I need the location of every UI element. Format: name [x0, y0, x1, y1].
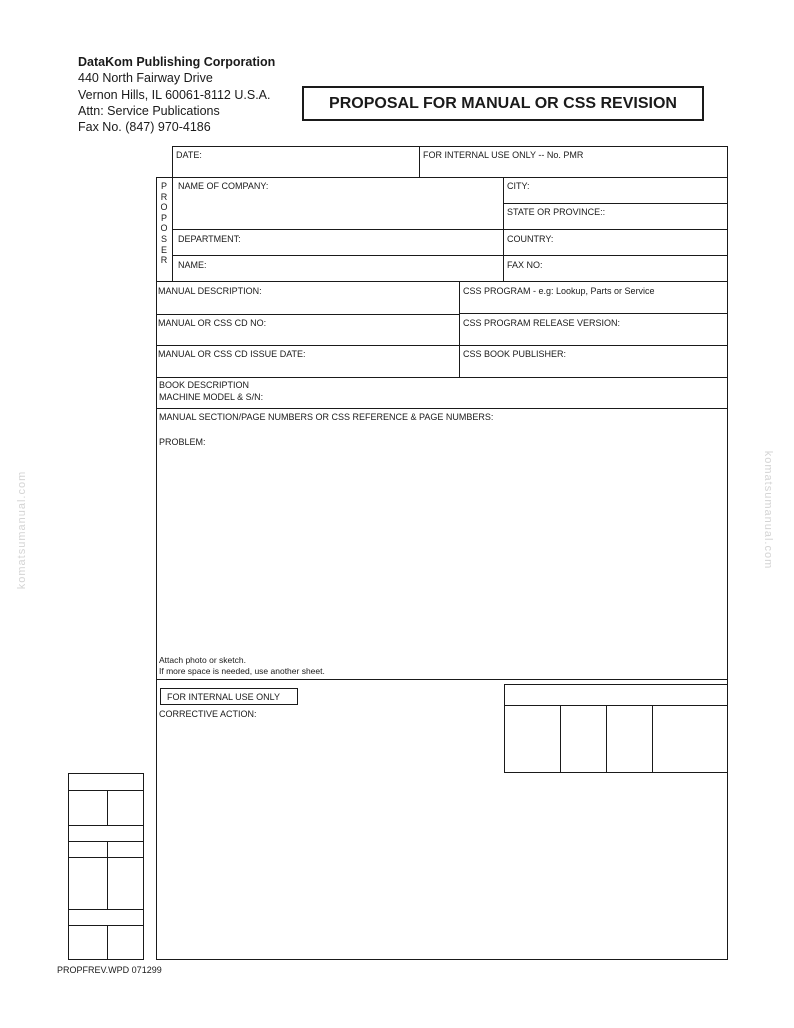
department-field[interactable]: DEPARTMENT: — [178, 234, 241, 244]
country-field[interactable]: COUNTRY: — [507, 234, 554, 244]
company-name-field[interactable]: NAME OF COMPANY: — [178, 181, 269, 191]
internal-pmr-field[interactable]: FOR INTERNAL USE ONLY -- No. PMR — [423, 150, 584, 160]
issue-date-field[interactable]: MANUAL OR CSS CD ISSUE DATE: — [158, 349, 306, 359]
css-program-field[interactable]: CSS PROGRAM - e.g: Lookup, Parts or Service — [463, 286, 655, 296]
state-field[interactable]: STATE OR PROVINCE:: — [507, 207, 606, 217]
proposer-vertical-label: P R O P O S E R — [160, 181, 168, 266]
rule — [419, 146, 420, 177]
attach-note: Attach photo or sketch. — [159, 655, 246, 665]
machine-model-field[interactable]: MACHINE MODEL & S/N: — [159, 392, 264, 402]
rule — [156, 281, 727, 282]
rule — [68, 857, 144, 858]
rule — [560, 705, 561, 772]
rule — [68, 773, 144, 774]
manual-description-field[interactable]: MANUAL DESCRIPTION: — [158, 286, 262, 296]
rule — [68, 825, 144, 826]
rule — [172, 229, 727, 230]
rule — [504, 684, 727, 685]
watermark-right: komatsumanual.com — [762, 450, 774, 570]
release-version-field[interactable]: CSS PROGRAM RELEASE VERSION: — [463, 318, 621, 328]
rule — [156, 314, 459, 315]
rule — [172, 146, 727, 147]
rule — [504, 705, 727, 706]
fax-field[interactable]: FAX NO: — [507, 260, 543, 270]
date-field[interactable]: DATE: — [176, 150, 202, 160]
rule — [727, 146, 728, 960]
rule — [459, 281, 460, 377]
rule — [459, 313, 727, 314]
city-field[interactable]: CITY: — [507, 181, 530, 191]
cd-no-field[interactable]: MANUAL OR CSS CD NO: — [158, 318, 267, 328]
rule — [504, 772, 727, 773]
book-publisher-field[interactable]: CSS BOOK PUBLISHER: — [463, 349, 567, 359]
address-line-3: Attn: Service Publications — [78, 103, 220, 118]
rule — [68, 959, 144, 960]
rule — [503, 203, 727, 204]
rule — [606, 705, 607, 772]
rule — [68, 909, 144, 910]
rule — [143, 773, 144, 960]
company-name: DataKom Publishing Corporation — [78, 55, 276, 69]
rule — [107, 925, 108, 959]
rule — [68, 773, 69, 960]
document-footer: PROPFREV.WPD 071299 — [57, 965, 162, 975]
section-numbers-field[interactable]: MANUAL SECTION/PAGE NUMBERS OR CSS REFERENCE & PAGE NUMBERS: — [159, 412, 494, 422]
rule — [107, 790, 108, 825]
rule — [156, 679, 727, 680]
problem-field[interactable]: PROBLEM: — [159, 437, 206, 447]
corrective-action-field[interactable]: CORRECTIVE ACTION: — [159, 709, 257, 719]
rule — [156, 345, 727, 346]
rule — [172, 255, 727, 256]
rule — [156, 177, 727, 178]
rule — [107, 841, 108, 909]
rule — [652, 705, 653, 772]
rule — [68, 925, 144, 926]
rule — [172, 146, 173, 177]
form-title: PROPOSAL FOR MANUAL OR CSS REVISION — [302, 86, 704, 121]
rule — [504, 684, 505, 773]
more-space-note: If more space is needed, use another sheet. — [159, 666, 325, 676]
address-line-1: 440 North Fairway Drive — [78, 71, 213, 86]
rule — [68, 841, 144, 842]
rule — [156, 408, 727, 409]
internal-use-box: FOR INTERNAL USE ONLY — [160, 688, 298, 705]
address-line-2: Vernon Hills, IL 60061-8112 U.S.A. — [78, 87, 271, 102]
sender-address — [78, 54, 275, 135]
rule — [68, 790, 144, 791]
rule — [156, 177, 157, 960]
name-field[interactable]: NAME: — [178, 260, 207, 270]
book-description-field[interactable]: BOOK DESCRIPTION — [159, 380, 250, 390]
watermark-left: komatsumanual.com — [16, 470, 28, 590]
rule — [156, 959, 728, 960]
rule — [156, 377, 727, 378]
address-line-4: Fax No. (847) 970-4186 — [78, 120, 211, 135]
